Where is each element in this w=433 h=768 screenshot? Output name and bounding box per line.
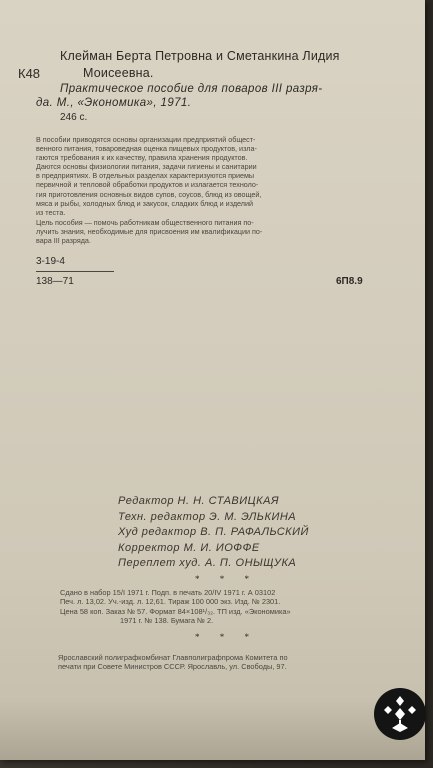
abstract bbox=[36, 135, 396, 245]
fraction-rule bbox=[36, 271, 114, 272]
imprint-line: 1971 г. № 138. Бумага № 2. bbox=[120, 616, 214, 626]
title-line-1: Практическое пособие для поваров III разря- bbox=[60, 83, 323, 95]
purpose-line: лучить знания, необходимые для присвоения им квалификации по- bbox=[36, 226, 263, 236]
page-count: 246 с. bbox=[60, 112, 88, 123]
index-code-top: 3-19-4 bbox=[36, 256, 65, 267]
title-line-2: да. М., «Экономика», 1971. bbox=[36, 97, 192, 109]
credits-block bbox=[118, 494, 309, 572]
authors-line-2: Моисеевна. bbox=[83, 66, 154, 80]
credit-line: Худ редактор В. П. РАФАЛЬСКИЙ bbox=[118, 526, 309, 538]
ornament-icon bbox=[374, 688, 426, 740]
udc-code: 6П8.9 bbox=[336, 276, 363, 287]
purpose-paragraph bbox=[36, 218, 396, 245]
printer-line: печати при Совете Министров СССР. Ярославль, ул. Свободы, 97. bbox=[58, 662, 287, 672]
watermark-logo bbox=[374, 688, 426, 740]
index-code-bottom: 138—71 bbox=[36, 276, 74, 287]
abstract-line: гия приготовления основных видов супов, соусов, блюд из овощей, bbox=[36, 189, 262, 199]
abstract-line: мяса и рыбы, холодных блюд и закусок, сладких блюд и изделий bbox=[36, 198, 254, 208]
credit-line: Техн. редактор Э. М. ЭЛЬКИНА bbox=[118, 510, 297, 523]
separator: * * * bbox=[195, 632, 258, 642]
abstract-line: венного питания, товароведная оценка пищевых продуктов, изла- bbox=[36, 144, 257, 154]
abstract-line: в предприятиях. В отдельных разделах характеризуются приемы bbox=[36, 171, 255, 181]
authors-line-1: Клейман Берта Петровна и Сметанкина Лидия bbox=[60, 49, 340, 63]
purpose-line: вара III разряда. bbox=[36, 236, 91, 246]
purpose-line: Цель пособия — помочь работникам общественного питания по- bbox=[36, 217, 254, 227]
abstract-line: первичной и тепловой обработки продуктов и излагается техноло- bbox=[36, 180, 259, 190]
call-number: К48 bbox=[18, 66, 41, 81]
abstract-line: В пособии приводятся основы организации предприятий общест- bbox=[36, 135, 256, 144]
printer-line: Ярославский полиграфкомбинат Главполиграфпрома Комитета по bbox=[58, 653, 288, 662]
abstract-line: из теста. bbox=[36, 207, 66, 217]
abstract-line: Даются основы физиологии питания, задачи гигиены и санитарии bbox=[36, 162, 257, 172]
abstract-line: гаются требования к их качеству, правила хранения продуктов. bbox=[36, 153, 248, 163]
credit-line: Корректор М. И. ИОФФЕ bbox=[118, 541, 260, 554]
separator: * * * bbox=[195, 574, 258, 584]
credit-line: Переплет худ. А. П. ОНЫЩУКА bbox=[118, 557, 297, 569]
imprint-line: Печ. л. 13,02. Уч.-изд. л. 12,61. Тираж 100 000 экз. Изд. № 2301. bbox=[60, 597, 281, 607]
imprint-line: Сдано в набор 15/I 1971 г. Подп. в печать 20/IV 1971 г. А 03102 bbox=[60, 588, 276, 597]
printer-block bbox=[58, 653, 288, 672]
imprint-block bbox=[60, 588, 291, 626]
imprint-line: Цена 58 коп. Заказ № 57. Формат 84×108¹/₃₂. ТП изд. «Экономика» bbox=[60, 606, 291, 616]
credit-line: Редактор Н. Н. СТАВИЦКАЯ bbox=[118, 495, 279, 507]
